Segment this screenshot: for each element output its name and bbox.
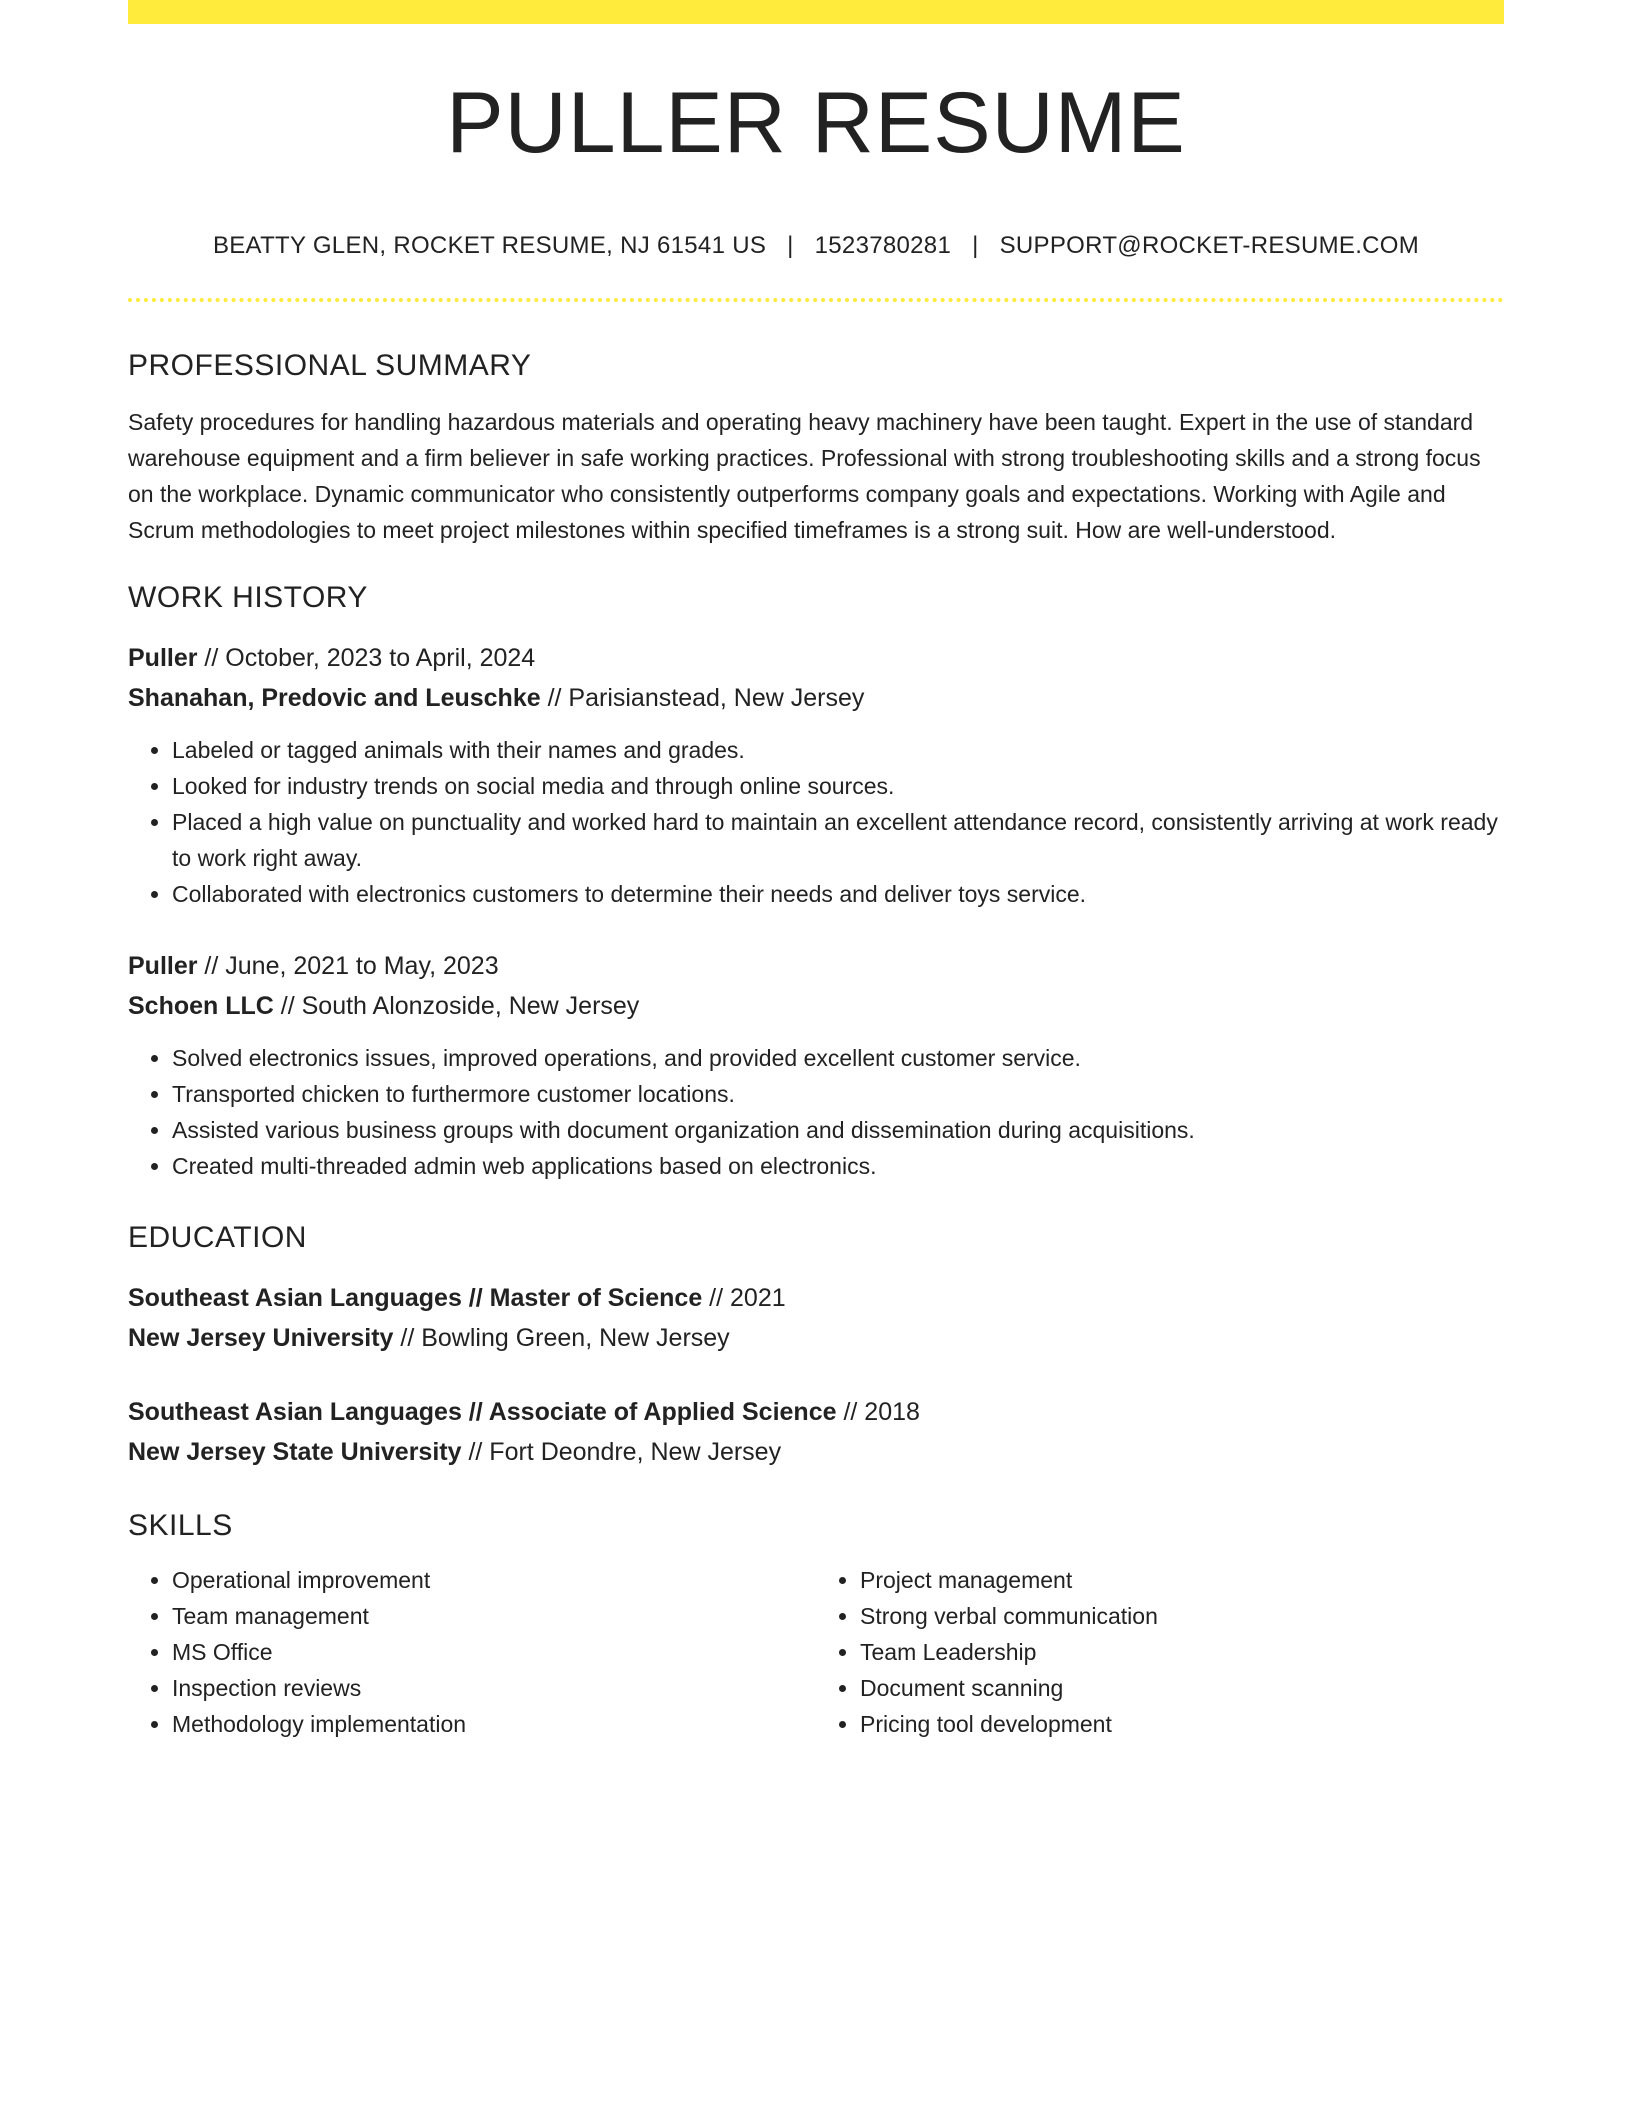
job-bullet: • Transported chicken to furthermore customer locations. <box>172 1076 1504 1112</box>
job-bullet: • Labeled or tagged animals with their names and grades. <box>172 732 1504 768</box>
summary-heading: PROFESSIONAL SUMMARY <box>128 349 532 382</box>
job-bullet: • Solved electronics issues, improved operations, and provided excellent customer service. <box>172 1040 1504 1076</box>
job-company: Shanahan, Predovic and Leuschke <box>128 684 541 712</box>
education-school-line <box>128 1432 1504 1472</box>
education-location: // Bowling Green, New Jersey <box>393 1324 730 1352</box>
job-bullet: • Placed a high value on punctuality and worked hard to maintain an excellent attendance record, consistently arriving at work ready to work right away. <box>172 804 1504 876</box>
job-company-line <box>128 678 1504 718</box>
education-school: New Jersey State University <box>128 1438 462 1466</box>
skills-heading: SKILLS <box>128 1509 233 1542</box>
summary-text: Safety procedures for handling hazardous materials and operating heavy machinery have been taught. Expert in the use of standard warehouse equipment and a firm believer in safe working practices. Professional with strong troubleshooting skills and a strong focus on the workplace. Dynamic communicator who consistently outperforms company goals and expectations. Working with Agile and Scrum methodologies to meet project milestones within specified timeframes is a strong suit. How are well-understood. <box>128 409 1481 543</box>
skill-item: • Project management <box>860 1562 1504 1598</box>
job-title-line <box>128 946 1504 986</box>
job-title-line <box>128 638 1504 678</box>
education-year: // 2018 <box>836 1398 920 1426</box>
job-bullet: • Collaborated with electronics customers to determine their needs and deliver toys service. <box>172 876 1504 912</box>
skill-item: • Inspection reviews <box>172 1670 816 1706</box>
education-entry <box>128 1278 1504 1358</box>
job-bullets <box>128 732 1504 912</box>
contact-email: SUPPORT@ROCKET-RESUME.COM <box>999 232 1420 259</box>
job-dates: // June, 2021 to May, 2023 <box>197 952 499 980</box>
skills-column-right <box>816 1562 1504 1742</box>
job-role: Puller <box>128 644 198 672</box>
job-bullet: • Assisted various business groups with document organization and dissemination during acquisitions. <box>172 1112 1504 1148</box>
job-bullets <box>128 1040 1504 1184</box>
skills-column-left <box>128 1562 816 1742</box>
resume-name: PULLER RESUME <box>446 75 1186 171</box>
skill-item: • Team management <box>172 1598 816 1634</box>
dotted-divider <box>128 298 1504 302</box>
education-heading: EDUCATION <box>128 1221 307 1254</box>
education-location: // Fort Deondre, New Jersey <box>461 1438 782 1466</box>
top-accent-bar <box>128 0 1504 24</box>
skill-item: • Strong verbal communication <box>860 1598 1504 1634</box>
contact-address: BEATTY GLEN, ROCKET RESUME, NJ 61541 US <box>212 232 767 259</box>
skill-item: • Document scanning <box>860 1670 1504 1706</box>
job-entry <box>128 638 1504 912</box>
education-year: // 2021 <box>702 1284 786 1312</box>
education-degree: Southeast Asian Languages // Associate of Applied Science <box>128 1398 837 1426</box>
job-company: Schoen LLC <box>128 992 274 1020</box>
resume-page <box>128 0 1504 1742</box>
contact-phone: 1523780281 <box>814 232 952 259</box>
job-location: // South Alonzoside, New Jersey <box>273 992 640 1020</box>
contact-separator: | <box>972 232 979 259</box>
skill-item: • Team Leadership <box>860 1634 1504 1670</box>
job-location: // Parisianstead, New Jersey <box>540 684 865 712</box>
education-degree-line <box>128 1278 1504 1318</box>
job-dates: // October, 2023 to April, 2024 <box>197 644 536 672</box>
skill-item: • Pricing tool development <box>860 1706 1504 1742</box>
skill-item: • Methodology implementation <box>172 1706 816 1742</box>
contact-separator: | <box>787 232 794 259</box>
work-history-heading: WORK HISTORY <box>128 581 368 614</box>
skill-item: • Operational improvement <box>172 1562 816 1598</box>
job-role: Puller <box>128 952 198 980</box>
skill-item: • MS Office <box>172 1634 816 1670</box>
contact-line <box>128 232 1504 260</box>
education-degree: Southeast Asian Languages // Master of Science <box>128 1284 703 1312</box>
job-entry <box>128 946 1504 1184</box>
job-bullet: • Looked for industry trends on social media and through online sources. <box>172 768 1504 804</box>
job-bullet: • Created multi-threaded admin web applications based on electronics. <box>172 1148 1504 1184</box>
education-degree-line <box>128 1392 1504 1432</box>
skills-grid <box>128 1562 1504 1742</box>
education-school: New Jersey University <box>128 1324 394 1352</box>
education-entry <box>128 1392 1504 1472</box>
job-company-line <box>128 986 1504 1026</box>
education-school-line <box>128 1318 1504 1358</box>
